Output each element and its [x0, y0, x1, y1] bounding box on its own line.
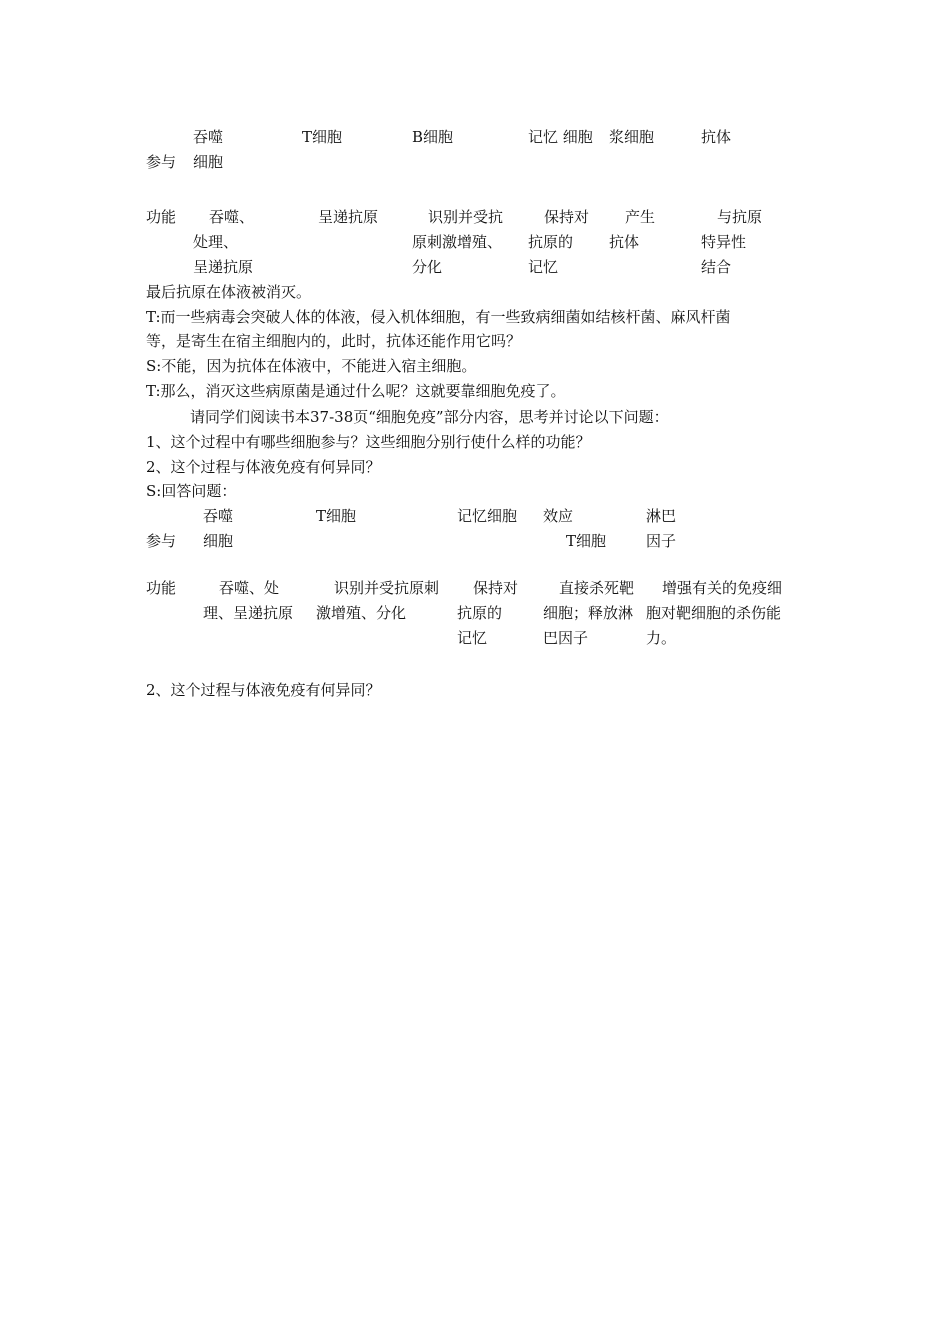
t2-func-4-0: 增强有关的免疫细: [662, 579, 783, 597]
t2-cell-0-0: 吞噬: [203, 507, 234, 525]
t2-cell-4-1: 因子: [646, 532, 677, 550]
t1-func-1-0: 呈递抗原: [318, 208, 379, 226]
t2-func-0-1: 理、呈递抗原: [203, 604, 294, 622]
closing-question: 2、这个过程与体液免疫有何异同？: [146, 681, 381, 699]
para-line-1: 最后抗原在体液被消灭。: [146, 283, 312, 301]
t1-cell-memory: 记忆 细胞: [528, 128, 593, 146]
t2-func-3-0: 直接杀死靶: [559, 579, 635, 597]
t1-cell-t: T细胞: [302, 128, 343, 146]
t1-func-2-0: 识别并受抗: [428, 208, 504, 226]
t2-cell-2-0: 记忆细胞: [457, 507, 518, 525]
para-line-7: 1、这个过程中有哪些细胞参与？这些细胞分别行使什么样的功能？: [146, 433, 591, 451]
t2-func-2-0: 保持对: [473, 579, 519, 597]
t1-cell-phagocyte: 吞噬: [193, 128, 224, 146]
t1-func-0-1: 处理、: [193, 233, 239, 251]
t2-cell-3-1: T细胞: [566, 532, 607, 550]
t1-func-0-2: 呈递抗原: [193, 258, 254, 276]
t2-func-0-0: 吞噬、处: [219, 579, 280, 597]
para-line-5: T:那么，消灭这些病原菌是通过什么呢？这就要靠细胞免疫了。: [146, 382, 566, 400]
t1-cell-plasma: 浆细胞: [609, 128, 655, 146]
para-line-4: S:不能，因为抗体在体液中，不能进入宿主细胞。: [146, 357, 477, 375]
para-line-3: 等，是寄生在宿主细胞内的，此时，抗体还能作用它吗？: [146, 332, 522, 350]
t2-func-3-1: 细胞；释放淋: [543, 604, 634, 622]
t2-cell-1-0: T细胞: [316, 507, 357, 525]
t1-func-3-1: 抗原的: [528, 233, 574, 251]
t1-func-label: 功能: [146, 208, 177, 226]
t1-func-4-1: 抗体: [609, 233, 640, 251]
t2-cell-3-0: 效应: [543, 507, 574, 525]
t2-func-label: 功能: [146, 579, 177, 597]
para-line-9: S:回答问题：: [146, 482, 237, 500]
t1-cell-b: B细胞: [412, 128, 454, 146]
t2-func-1-1: 激增殖、分化: [316, 604, 407, 622]
para-line-2: T:而一些病毒会突破人体的体液，侵入机体细胞，有一些致病细菌如结核杆菌、麻风杆菌: [146, 308, 731, 326]
para-line-8: 2、这个过程与体液免疫有何异同？: [146, 458, 381, 476]
t1-func-5-0: 与抗原: [717, 208, 763, 226]
t1-func-2-1: 原刺激增殖、: [412, 233, 503, 251]
t2-func-4-1: 胞对靶细胞的杀伤能: [646, 604, 782, 622]
t2-func-2-1: 抗原的: [457, 604, 503, 622]
t2-func-4-2: 力。: [646, 629, 677, 647]
t1-func-5-2: 结合: [701, 258, 732, 276]
t1-row-label-top: 参与: [146, 153, 177, 171]
t2-row-label: 参与: [146, 532, 177, 550]
t1-row-label-bottom: 细胞: [193, 153, 224, 171]
t1-func-3-0: 保持对: [544, 208, 590, 226]
t2-func-1-0: 识别并受抗原刺: [334, 579, 440, 597]
t2-func-3-2: 巴因子: [543, 629, 589, 647]
para-line-6: 请同学们阅读书本37-38页“细胞免疫”部分内容，思考并讨论以下问题：: [190, 408, 669, 426]
t2-cell-0-1: 细胞: [203, 532, 234, 550]
t1-cell-antibody: 抗体: [701, 128, 732, 146]
t2-cell-4-0: 淋巴: [646, 507, 677, 525]
t1-func-0-0: 吞噬、: [209, 208, 255, 226]
t1-func-3-2: 记忆: [528, 258, 559, 276]
t1-func-4-0: 产生: [625, 208, 656, 226]
t2-func-2-2: 记忆: [457, 629, 488, 647]
t1-func-5-1: 特异性: [701, 233, 747, 251]
t1-func-2-2: 分化: [412, 258, 443, 276]
